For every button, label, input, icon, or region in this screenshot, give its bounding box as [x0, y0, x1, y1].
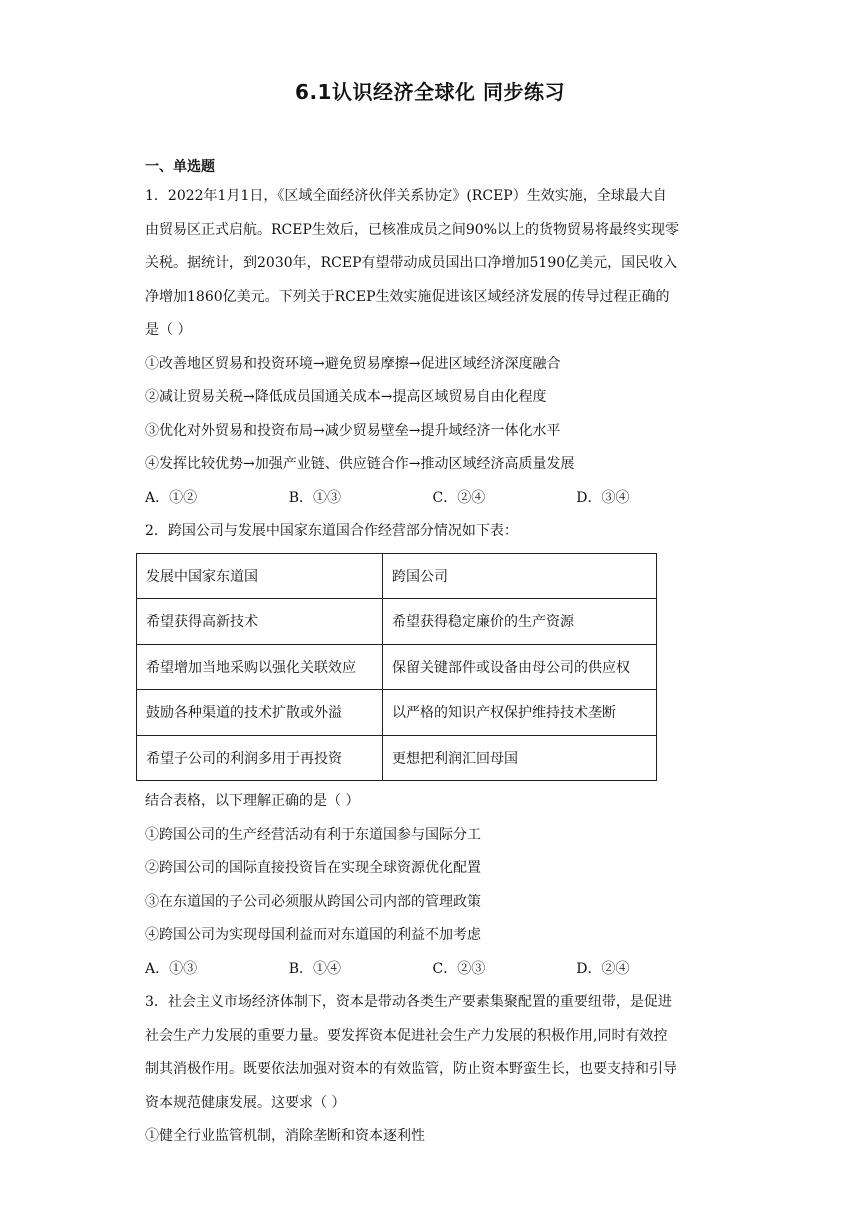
table-cell: 鼓励各种渠道的技术扩散或外溢 [137, 690, 383, 736]
section-heading: 一、单选题 [145, 159, 215, 175]
option-statement: ④发挥比较优势→加强产业链、供应链合作→推动区域经济高质量发展 [145, 456, 575, 472]
table-row [137, 690, 657, 736]
table-cell: 希望子公司的利润多用于再投资 [137, 735, 383, 781]
choice-c: C．②③ [432, 960, 486, 977]
table-header-cell: 跨国公司 [383, 553, 657, 599]
question-stem-line: 1．2022年1月1日，《区域全面经济伙伴关系协定》(RCEP）生效实施，全球最大自 [145, 188, 667, 204]
comparison-table [136, 553, 657, 782]
question-stem-line: 制其消极作用。既要依法加强对资本的有效监管，防止资本野蛮生长，也要支持和引导 [145, 1061, 677, 1077]
answer-choices [145, 482, 720, 516]
table-cell: 以严格的知识产权保护维持技术垄断 [383, 690, 657, 736]
table-cell: 希望增加当地采购以强化关联效应 [137, 644, 383, 690]
question-stem-line: 2．跨国公司与发展中国家东道国合作经营部分情况如下表： [145, 523, 518, 539]
choice-b: B．①④ [288, 960, 342, 977]
question-2 [145, 515, 720, 986]
question-stem-line: 是（ ） [145, 322, 192, 338]
table-cell: 保留关键部件或设备由母公司的供应权 [383, 644, 657, 690]
question-stem-line: 资本规范健康发展。这要求（ ） [145, 1094, 346, 1111]
choice-d: D．②④ [576, 960, 630, 977]
choice-d: D．③④ [576, 489, 630, 506]
table-row [137, 599, 657, 645]
question-stem-line: 社会生产力发展的重要力量。要发挥资本促进社会生产力发展的积极作用,同时有效控 [145, 1027, 668, 1044]
table-cell: 希望获得高新技术 [137, 599, 383, 645]
table-row [137, 644, 657, 690]
option-statement: ②跨国公司的国际直接投资旨在实现全球资源优化配置 [145, 860, 481, 876]
table-header-row [137, 553, 657, 599]
answer-choices [145, 953, 720, 987]
question-prompt: 结合表格，以下理解正确的是（ ） [145, 793, 360, 809]
table-cell: 希望获得稳定廉价的生产资源 [383, 599, 657, 645]
choice-a: A．①③ [145, 960, 198, 977]
option-statement: ③优化对外贸易和投资布局→减少贸易壁垒→提升域经济一体化水平 [145, 422, 561, 439]
question-stem-line: 由贸易区正式启航。RCEP生效后，已核准成员之间90%以上的货物贸易将最终实现零 [145, 221, 680, 238]
question-stem-line: 关税。据统计，到2030年，RCEP有望带动成员国出口净增加5190亿美元，国民收入 [145, 255, 678, 271]
choice-c: C．②④ [432, 489, 486, 506]
option-statement: ①跨国公司的生产经营活动有利于东道国参与国际分工 [145, 826, 481, 843]
choice-a: A．①② [145, 489, 198, 506]
option-statement: ④跨国公司为实现母国利益而对东道国的利益不加考虑 [145, 927, 481, 943]
question-3 [145, 986, 720, 1154]
table-row [137, 735, 657, 781]
option-statement: ①改善地区贸易和投资环境→避免贸易摩擦→促进区域经济深度融合 [145, 355, 561, 372]
table-header-cell: 发展中国家东道国 [137, 553, 383, 599]
choice-b: B．①③ [288, 489, 342, 506]
question-stem-line: 净增加1860亿美元。下列关于RCEP生效实施促进该区域经济发展的传导过程正确的 [145, 288, 670, 305]
option-statement: ③在东道国的子公司必须服从跨国公司内部的管理政策 [145, 893, 481, 910]
page-title: 6.1认识经济全球化 同步练习 [295, 80, 565, 104]
question-1 [145, 180, 720, 515]
table-cell: 更想把利润汇回母国 [383, 735, 657, 781]
question-content [145, 180, 720, 1154]
option-statement: ②减让贸易关税→降低成员国通关成本→提高区域贸易自由化程度 [145, 389, 547, 405]
option-statement: ①健全行业监管机制，消除垄断和资本逐利性 [145, 1128, 425, 1144]
question-stem-line: 3．社会主义市场经济体制下，资本是带动各类生产要素集聚配置的重要纽带，是促进 [145, 994, 672, 1010]
